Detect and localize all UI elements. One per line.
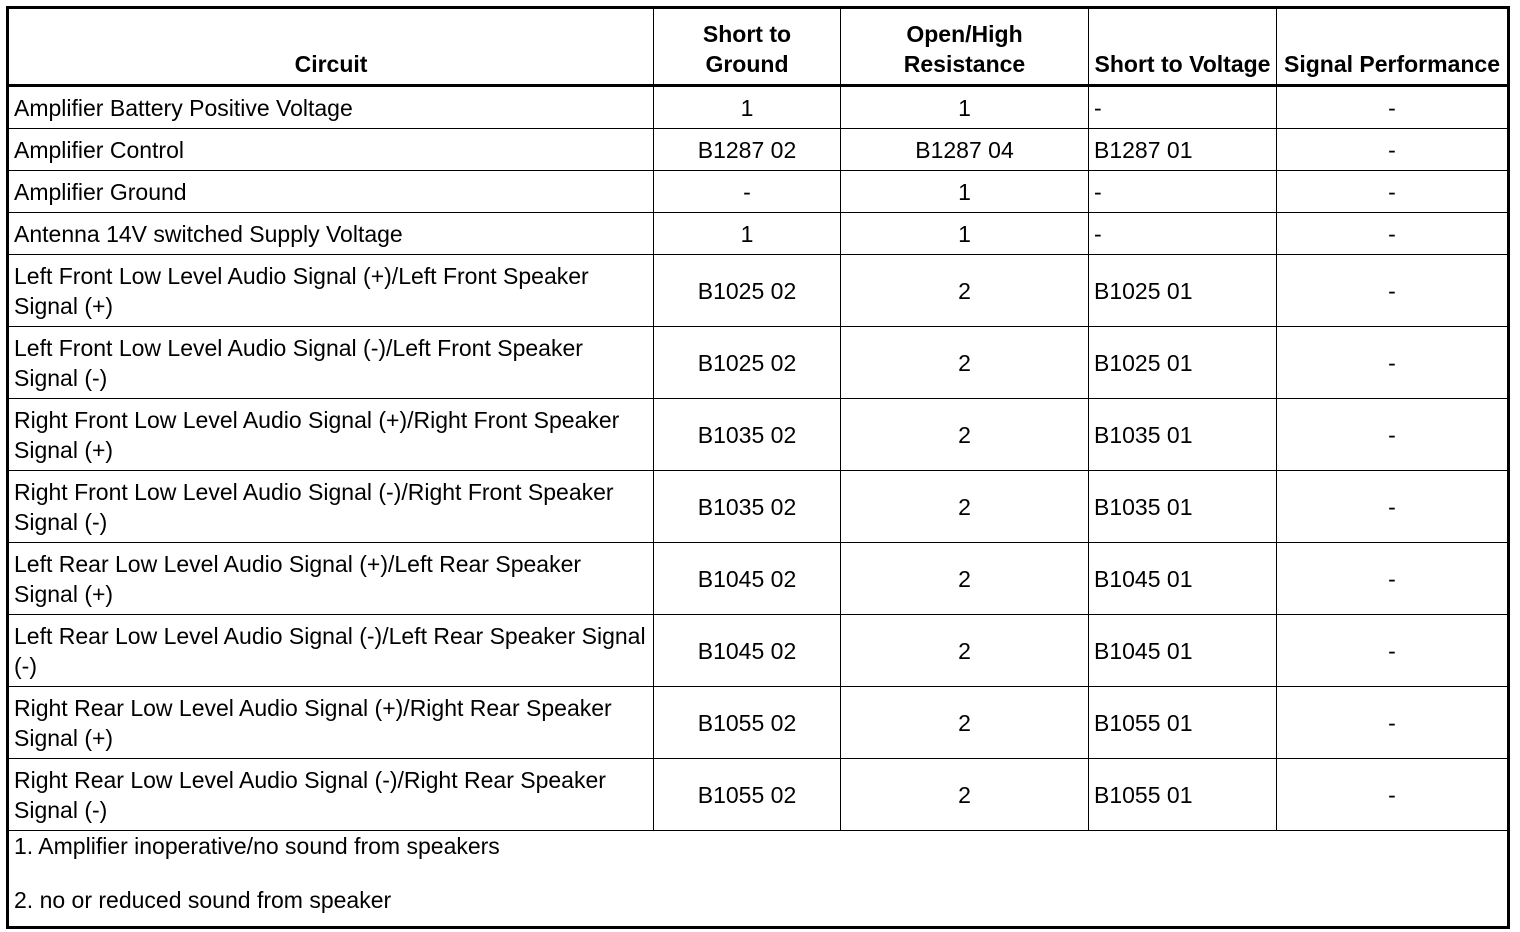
cell-short-to-ground: B1045 02 bbox=[654, 615, 841, 687]
cell-open-high-resistance: 1 bbox=[841, 213, 1089, 255]
cell-open-high-resistance: 2 bbox=[841, 471, 1089, 543]
cell-short-to-ground: B1025 02 bbox=[654, 255, 841, 327]
cell-short-to-ground: - bbox=[654, 171, 841, 213]
cell-circuit: Left Front Low Level Audio Signal (-)/Left Front Speaker Signal (-) bbox=[8, 327, 654, 399]
cell-circuit: Right Rear Low Level Audio Signal (-)/Right Rear Speaker Signal (-) bbox=[8, 759, 654, 831]
notes-row bbox=[8, 831, 1509, 928]
cell-circuit: Left Rear Low Level Audio Signal (-)/Left Rear Speaker Signal (-) bbox=[8, 615, 654, 687]
notes-cell bbox=[8, 831, 1509, 928]
cell-short-to-voltage: B1045 01 bbox=[1089, 615, 1277, 687]
table-row bbox=[8, 615, 1509, 687]
note-2: 2. no or reduced sound from speaker bbox=[14, 887, 392, 913]
cell-short-to-voltage: - bbox=[1089, 171, 1277, 213]
cell-signal-performance: - bbox=[1277, 615, 1509, 687]
cell-open-high-resistance: 2 bbox=[841, 327, 1089, 399]
cell-signal-performance: - bbox=[1277, 213, 1509, 255]
cell-short-to-ground: 1 bbox=[654, 86, 841, 129]
cell-open-high-resistance: 2 bbox=[841, 759, 1089, 831]
cell-signal-performance: - bbox=[1277, 255, 1509, 327]
cell-short-to-voltage: B1055 01 bbox=[1089, 687, 1277, 759]
table-row bbox=[8, 471, 1509, 543]
cell-signal-performance: - bbox=[1277, 171, 1509, 213]
cell-circuit: Right Front Low Level Audio Signal (+)/Right Front Speaker Signal (+) bbox=[8, 399, 654, 471]
cell-short-to-voltage: B1287 01 bbox=[1089, 129, 1277, 171]
cell-circuit: Right Rear Low Level Audio Signal (+)/Right Rear Speaker Signal (+) bbox=[8, 687, 654, 759]
cell-short-to-ground: B1025 02 bbox=[654, 327, 841, 399]
cell-open-high-resistance: B1287 04 bbox=[841, 129, 1089, 171]
cell-circuit: Amplifier Battery Positive Voltage bbox=[8, 86, 654, 129]
cell-short-to-voltage: B1045 01 bbox=[1089, 543, 1277, 615]
table-row bbox=[8, 213, 1509, 255]
cell-signal-performance: - bbox=[1277, 471, 1509, 543]
cell-short-to-voltage: B1055 01 bbox=[1089, 759, 1277, 831]
cell-open-high-resistance: 2 bbox=[841, 615, 1089, 687]
header-short-to-voltage: Short to Voltage bbox=[1089, 8, 1277, 86]
cell-short-to-voltage: B1035 01 bbox=[1089, 471, 1277, 543]
cell-open-high-resistance: 1 bbox=[841, 86, 1089, 129]
cell-circuit: Left Front Low Level Audio Signal (+)/Left Front Speaker Signal (+) bbox=[8, 255, 654, 327]
cell-open-high-resistance: 2 bbox=[841, 543, 1089, 615]
cell-short-to-ground: B1055 02 bbox=[654, 687, 841, 759]
header-open-high-resistance: Open/High Resistance bbox=[841, 8, 1089, 86]
cell-circuit: Left Rear Low Level Audio Signal (+)/Left Rear Speaker Signal (+) bbox=[8, 543, 654, 615]
cell-short-to-voltage: - bbox=[1089, 86, 1277, 129]
cell-short-to-voltage: B1025 01 bbox=[1089, 327, 1277, 399]
table-row bbox=[8, 255, 1509, 327]
table-row bbox=[8, 171, 1509, 213]
header-circuit: Circuit bbox=[8, 8, 654, 86]
cell-short-to-voltage: B1035 01 bbox=[1089, 399, 1277, 471]
cell-signal-performance: - bbox=[1277, 399, 1509, 471]
header-short-to-ground: Short to Ground bbox=[654, 8, 841, 86]
cell-short-to-ground: B1287 02 bbox=[654, 129, 841, 171]
note-1: 1. Amplifier inoperative/no sound from speakers bbox=[14, 833, 500, 859]
cell-circuit: Right Front Low Level Audio Signal (-)/Right Front Speaker Signal (-) bbox=[8, 471, 654, 543]
header-signal-performance: Signal Performance bbox=[1277, 8, 1509, 86]
table-row bbox=[8, 327, 1509, 399]
table-row bbox=[8, 129, 1509, 171]
cell-signal-performance: - bbox=[1277, 543, 1509, 615]
table-row bbox=[8, 543, 1509, 615]
cell-short-to-ground: B1035 02 bbox=[654, 399, 841, 471]
cell-open-high-resistance: 1 bbox=[841, 171, 1089, 213]
cell-signal-performance: - bbox=[1277, 759, 1509, 831]
table-row bbox=[8, 759, 1509, 831]
table-row bbox=[8, 687, 1509, 759]
table-header-row bbox=[8, 8, 1509, 86]
cell-short-to-ground: B1055 02 bbox=[654, 759, 841, 831]
circuit-diagnostic-table bbox=[6, 6, 1510, 929]
cell-short-to-ground: B1045 02 bbox=[654, 543, 841, 615]
cell-short-to-ground: 1 bbox=[654, 213, 841, 255]
cell-signal-performance: - bbox=[1277, 129, 1509, 171]
cell-signal-performance: - bbox=[1277, 687, 1509, 759]
cell-open-high-resistance: 2 bbox=[841, 399, 1089, 471]
cell-short-to-ground: B1035 02 bbox=[654, 471, 841, 543]
cell-circuit: Antenna 14V switched Supply Voltage bbox=[8, 213, 654, 255]
table-row bbox=[8, 399, 1509, 471]
cell-circuit: Amplifier Control bbox=[8, 129, 654, 171]
table-row bbox=[8, 86, 1509, 129]
cell-open-high-resistance: 2 bbox=[841, 687, 1089, 759]
cell-short-to-voltage: - bbox=[1089, 213, 1277, 255]
cell-circuit: Amplifier Ground bbox=[8, 171, 654, 213]
cell-signal-performance: - bbox=[1277, 86, 1509, 129]
cell-signal-performance: - bbox=[1277, 327, 1509, 399]
cell-open-high-resistance: 2 bbox=[841, 255, 1089, 327]
cell-short-to-voltage: B1025 01 bbox=[1089, 255, 1277, 327]
